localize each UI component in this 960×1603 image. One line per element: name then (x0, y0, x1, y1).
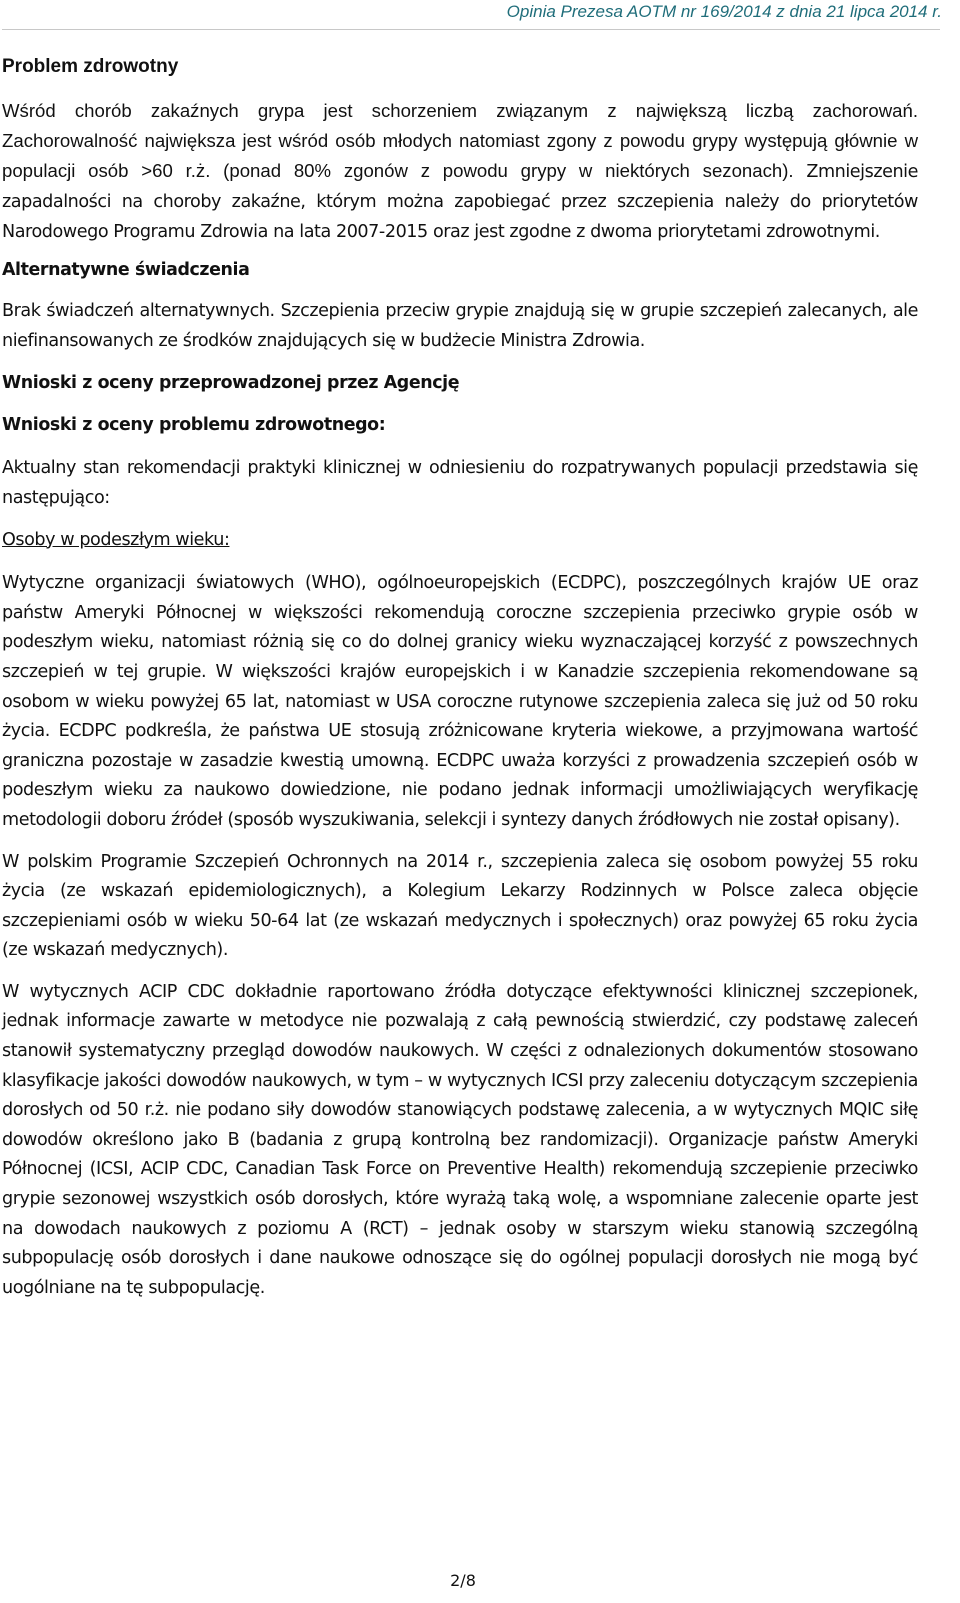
page-number: 2/8 (450, 1571, 476, 1590)
label-elderly: Osoby w podeszłym wieku: (2, 529, 230, 550)
section-title-alternatives: Alternatywne świadczenia (2, 260, 250, 281)
paragraph-acip-cdc: W wytycznych ACIP CDC dokładnie raportowano źródła dotyczące efektywności klinicznej szczepionek, jednak informacje zawarte w metodyce nie pozwalają z całą pewnością stwierdzić, czy podstawę zaleceń stanowił systematyczny przegląd dowodów naukowych. W części z odnalezionych dokumentów stosowano klasyfikacje jakości dowodów naukowych, w tym – w wytycznych ICSI przy zaleceniu dotyczącym szczepienia dorosłych od 50 r.ż. nie podano siły dowodów stanowiących podstawę zalecenia, a w wytycznych MQIC siłę dowodów określono jako B (badania z grupą kontrolną bez randomizacji). Organizacje państw Ameryki Północnej (ICSI, ACIP CDC, Canadian Task Force on Preventive Health) rekomendują szczepienie przeciwko grypie sezonowej wszystkich osób dorosłych, które wyrażą taką wolę, a wspomniane zalecenie oparte jest na dowodach naukowych z poziomu A (RCT) – jednak osoby w starszym wieku stanowią szczególną subpopulację osób dorosłych i dane naukowe odnoszące się do ogólnej populacji dorosłych nie mogą być uogólniane na tę subpopulację. (2, 981, 918, 1298)
paragraph-guidelines: Wytyczne organizacji światowych (WHO), ogólnoeuropejskich (ECDPC), poszczególnych krajów UE oraz państw Ameryki Północnej w większości rekomendują coroczne szczepienia przeciwko grypie osób w podeszłym wieku, natomiast różnią się co do dolnej granicy wieku wyznaczającej korzyść z powszechnych szczepień w tej grupie. W większości krajów europejskich i w Kanadzie szczepienia rekomendowane są osobom w wieku powyżej 65 lat, natomiast w USA coroczne rutynowe szczepienia zaleca się już od 50 roku życia. ECDPC podkreśla, że państwa UE stosują zróżnicowane kryteria wiekowe, a przyjmowana wartość graniczna pozostaje w zasadzie kwestią umowną. ECDPC uważa korzyści z prowadzenia szczepień osób w podeszłym wieku za naukowo dowiedzione, nie podano jednak informacji umożliwiających weryfikację metodologii doboru źródeł (sposób wyszukiwania, selekcji i syntezy danych źródłowych nie został opisany). (2, 573, 918, 830)
paragraph-problem-part1: Wśród chorób zakaźnych grypa jest schorzeniem związanym z największą liczbą zachorowań. Zachorowalność największa jest wśród osób młodych natomiast zgony z powodu grypy występują głównie w populacji osób >60 r.ż. (ponad 80% zgonów z powodu grypy w niektórych sezonach). (2, 100, 918, 182)
paragraph-alternatives: Brak świadczeń alternatywnych. Szczepienia przeciw grypie znajdują się w grupie szczepień zalecanych, ale niefinansowanych ze środków znajdujących się w budżecie Ministra Zdrowia. (2, 301, 918, 351)
subsection-title-health-problem: Wnioski z oceny problemu zdrowotnego: (2, 415, 386, 436)
header-divider (2, 29, 940, 30)
document-body (2, 52, 918, 1303)
paragraph-problem (2, 96, 918, 247)
paragraph-polish-program: W polskim Programie Szczepień Ochronnych na 2014 r., szczepienia zaleca się osobom powyżej 55 roku życia (ze wskazań epidemiologicznych), a Kolegium Lekarzy Rodzinnych w Polsce zaleca objęcie szczepieniami osób w wieku 50-64 lat (ze wskazań medycznych i społecznych) oraz powyżej 65 roku życia (ze wskazań medycznych). (2, 851, 918, 961)
paragraph-intro: Aktualny stan rekomendacji praktyki klinicznej w odniesieniu do rozpatrywanych populacji przedstawia się następująco: (2, 458, 918, 508)
paragraph-problem-part2: Zmniejszenie zapadalności na choroby zakaźne, którym można zapobiegać przez szczepienia należy do priorytetów Narodowego Programu Zdrowia na lata 2007-2015 oraz jest zgodne z dwoma priorytetami zdrowotnymi. (2, 162, 918, 242)
section-title-conclusions: Wnioski z oceny przeprowadzonej przez Agencję (2, 373, 460, 394)
running-header: Opinia Prezesa AOTM nr 169/2014 z dnia 21 lipca 2014 r. (506, 2, 942, 21)
section-title-problem: Problem zdrowotny (2, 56, 179, 77)
